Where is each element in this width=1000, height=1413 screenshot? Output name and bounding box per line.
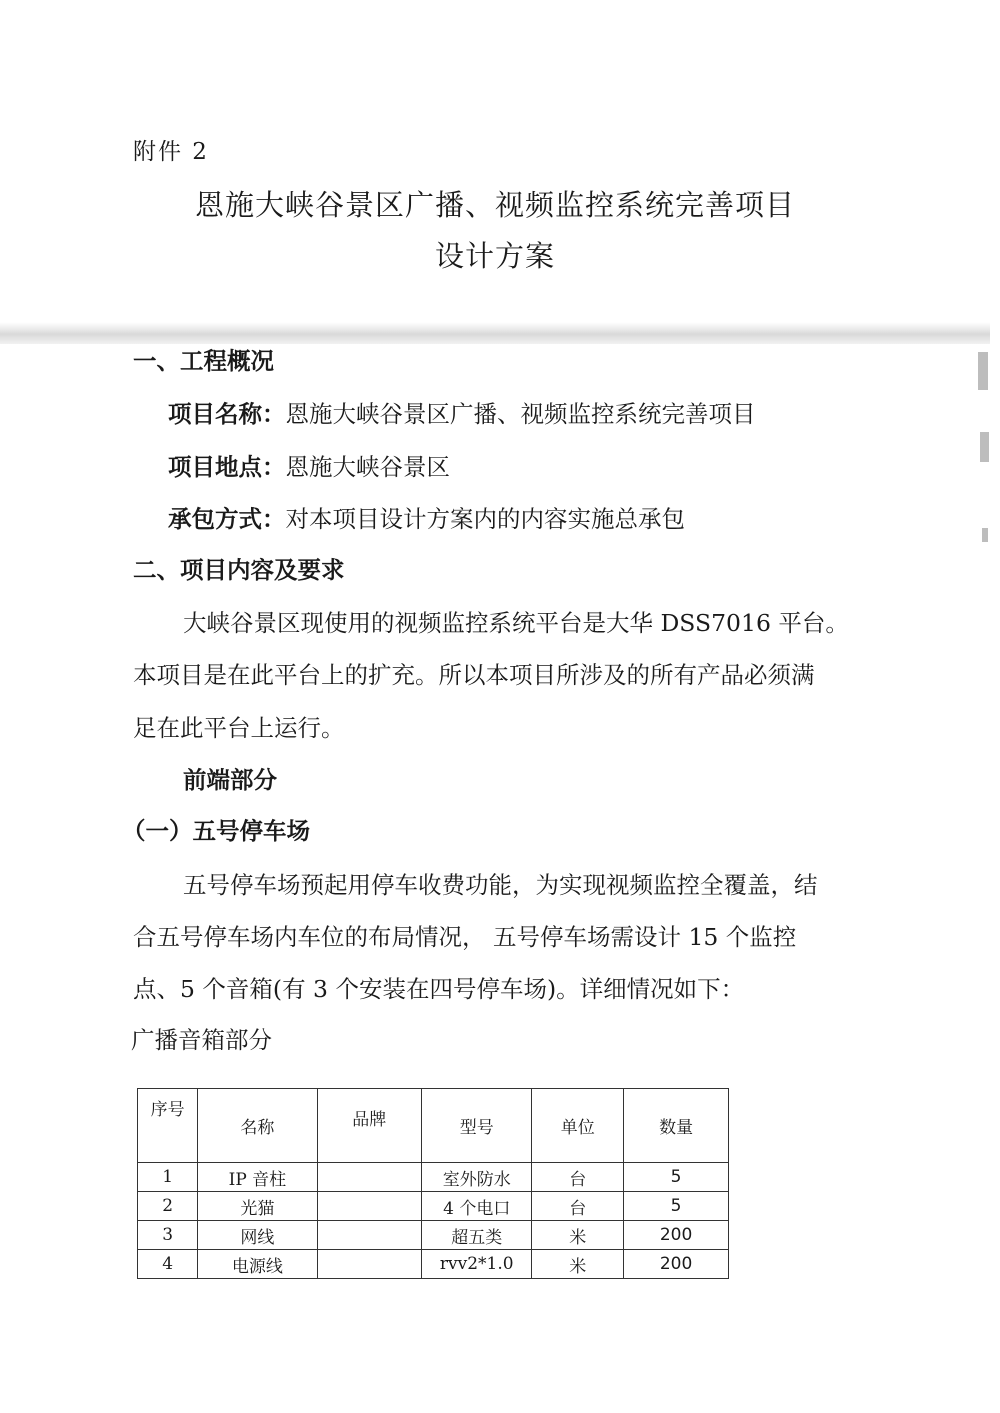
cell-brand <box>317 1250 422 1279</box>
table-header-row <box>138 1089 729 1163</box>
cell-index: 4 <box>138 1250 198 1279</box>
document-title: 恩施大峡谷景区广播、视频监控系统完善项目 <box>194 188 795 222</box>
scan-edge-mark <box>978 352 988 390</box>
cell-name: 光猫 <box>198 1192 317 1221</box>
cell-index: 1 <box>138 1163 198 1192</box>
paragraph-line: 合五号停车场内车位的布局情况， 五号停车场需设计 15 个监控 <box>133 923 797 951</box>
section-heading-content: 二、项目内容及要求 <box>133 556 345 584</box>
table-row <box>138 1250 729 1279</box>
scan-shadow-band <box>0 322 990 344</box>
project-name-label: 项目名称： <box>168 400 286 428</box>
project-name-row <box>168 395 756 429</box>
cell-index: 3 <box>138 1221 198 1250</box>
header-index: 序号 <box>138 1089 198 1163</box>
paragraph-line: 足在此平台上运行。 <box>133 714 345 742</box>
section-heading-overview: 一、工程概况 <box>133 347 274 375</box>
document-subtitle: 设计方案 <box>434 239 555 273</box>
paragraph-line: 五号停车场预起用停车收费功能，为实现视频监控全覆盖，结 <box>183 871 818 899</box>
cell-model: rvv2*1.0 <box>422 1250 532 1279</box>
cell-model: 室外防水 <box>422 1163 532 1192</box>
cell-unit: 米 <box>532 1250 624 1279</box>
cell-model: 4 个电口 <box>422 1192 532 1221</box>
paragraph-line: 点、5 个音箱(有 3 个安装在四号停车场)。详细情况如下： <box>133 975 745 1003</box>
scan-edge-mark <box>980 432 989 462</box>
cell-brand <box>317 1192 422 1221</box>
header-name: 名称 <box>198 1089 317 1163</box>
cell-unit: 米 <box>532 1221 624 1250</box>
cell-quantity: 200 <box>624 1221 729 1250</box>
project-location-value: 恩施大峡谷景区 <box>285 453 450 481</box>
cell-quantity: 5 <box>624 1163 729 1192</box>
table-row <box>138 1221 729 1250</box>
header-brand: 品牌 <box>317 1089 422 1163</box>
cell-brand <box>317 1163 422 1192</box>
cell-unit: 台 <box>532 1163 624 1192</box>
paragraph-line: 大峡谷景区现使用的视频监控系统平台是大华 DSS7016 平台。 <box>183 609 849 637</box>
scan-edge-mark <box>982 528 988 542</box>
cell-quantity: 200 <box>624 1250 729 1279</box>
header-model: 型号 <box>422 1089 532 1163</box>
cell-quantity: 5 <box>624 1192 729 1221</box>
header-quantity: 数量 <box>624 1089 729 1163</box>
cell-unit: 台 <box>532 1192 624 1221</box>
project-location-row <box>168 448 450 482</box>
project-name-value: 恩施大峡谷景区广播、视频监控系统完善项目 <box>285 400 756 428</box>
broadcast-speaker-heading: 广播音箱部分 <box>131 1026 272 1054</box>
header-unit: 单位 <box>532 1089 624 1163</box>
contract-method-row <box>168 500 685 534</box>
equipment-table <box>137 1088 729 1279</box>
paragraph-line: 本项目是在此平台上的扩充。所以本项目所涉及的所有产品必须满 <box>133 661 815 689</box>
cell-index: 2 <box>138 1192 198 1221</box>
project-location-label: 项目地点： <box>168 453 286 481</box>
cell-model: 超五类 <box>422 1221 532 1250</box>
cell-name: 电源线 <box>198 1250 317 1279</box>
parking-lot-5-heading: （一）五号停车场 <box>122 817 310 845</box>
table-row <box>138 1192 729 1221</box>
contract-method-label: 承包方式： <box>168 505 286 533</box>
cell-brand <box>317 1221 422 1250</box>
table-row <box>138 1163 729 1192</box>
contract-method-value: 对本项目设计方案内的内容实施总承包 <box>285 505 685 533</box>
cell-name: IP 音柱 <box>198 1163 317 1192</box>
cell-name: 网线 <box>198 1221 317 1250</box>
frontend-heading: 前端部分 <box>183 766 277 794</box>
attachment-label: 附件 2 <box>133 139 209 165</box>
